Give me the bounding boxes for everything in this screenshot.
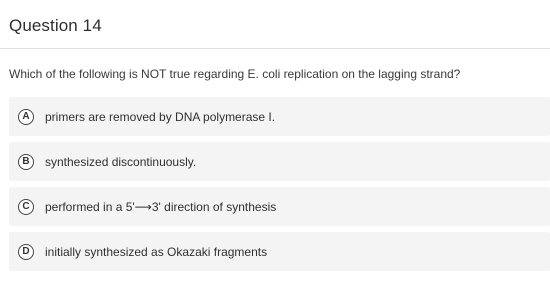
option-c-letter-badge: C — [18, 199, 34, 215]
option-c[interactable] — [9, 187, 550, 226]
option-b[interactable] — [9, 142, 550, 181]
option-d-letter-badge: D — [18, 244, 34, 260]
option-a-letter-badge: A — [18, 109, 34, 125]
option-a-label: primers are removed by DNA polymerase I. — [45, 109, 276, 124]
title-divider — [0, 48, 550, 49]
question-title: Question 14 — [9, 16, 102, 35]
option-d[interactable] — [9, 232, 550, 271]
answer-options — [9, 97, 550, 277]
question-text: Which of the following is NOT true regarding E. coli replication on the lagging strand? — [9, 67, 461, 81]
option-b-letter-badge: B — [18, 154, 34, 170]
option-c-label: performed in a 5'⟶3' direction of synthesis — [45, 199, 277, 214]
option-d-label: initially synthesized as Okazaki fragments — [45, 244, 268, 259]
option-b-label: synthesized discontinuously. — [45, 154, 197, 169]
option-a[interactable] — [9, 97, 550, 136]
